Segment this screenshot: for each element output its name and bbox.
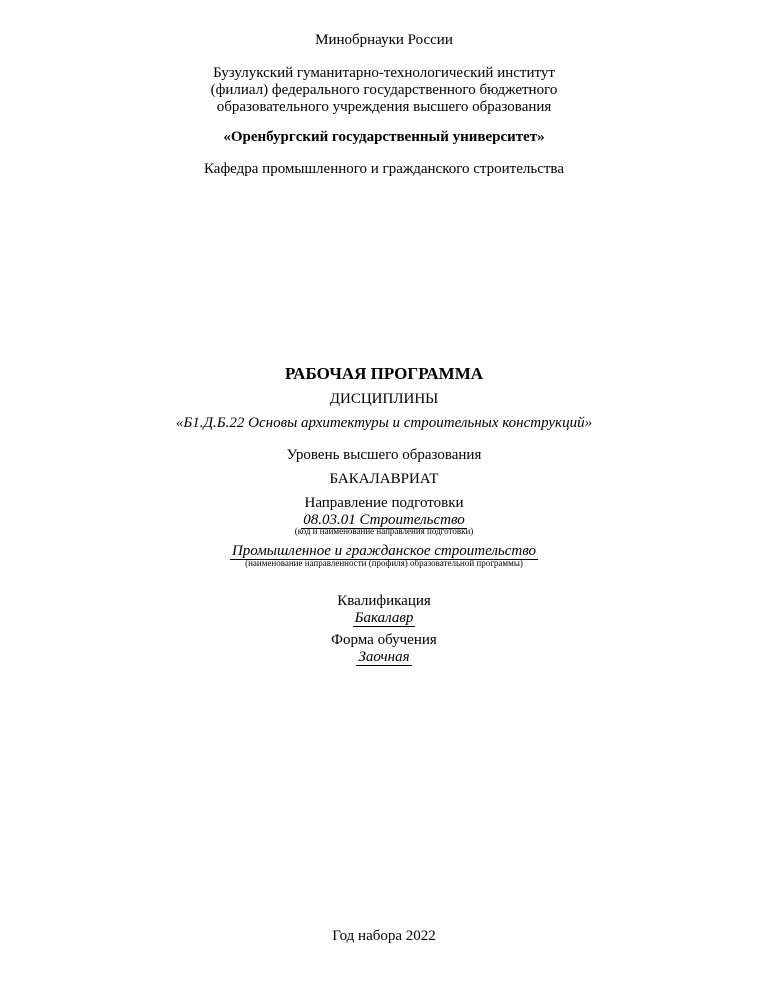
qualification-value-row (0, 609, 768, 627)
qualification-label: Квалификация (337, 593, 431, 609)
department-name: Кафедра промышленного и гражданского строительства (204, 161, 564, 177)
discipline-name: «Б1.Д.Б.22 Основы архитектуры и строительных конструкций» (175, 415, 593, 431)
enrollment-year: Год набора 2022 (332, 928, 436, 944)
study-form-value-row (0, 648, 768, 666)
document-subtitle: ДИСЦИПЛИНЫ (329, 391, 439, 407)
study-form-value: Заочная (358, 649, 410, 665)
profile-value: Промышленное и гражданское строительство (231, 543, 537, 559)
direction-label: Направление подготовки (304, 495, 464, 511)
education-level-value: БАКАЛАВРИАТ (329, 471, 439, 487)
institute-line-2: (филиал) федерального государственного бюджетного (210, 82, 558, 98)
university-name: «Оренбургский государственный университет» (223, 129, 545, 145)
institute-line-3: образовательного учреждения высшего образования (216, 99, 552, 115)
ministry-name: Минобрнауки России (315, 32, 453, 48)
qualification-value: Бакалавр (354, 610, 414, 626)
direction-caption: (код и наименование направления подготовки) (294, 526, 474, 536)
profile-caption: (наименование направленности (профиля) образовательной программы) (245, 558, 523, 568)
institute-line-1: Бузулукский гуманитарно-технологический институт (213, 65, 555, 81)
document-title: РАБОЧАЯ ПРОГРАММА (284, 364, 484, 383)
study-form-label: Форма обучения (331, 632, 437, 648)
education-level-label: Уровень высшего образования (286, 447, 482, 463)
direction-value: 08.03.01 Строительство (303, 512, 465, 528)
